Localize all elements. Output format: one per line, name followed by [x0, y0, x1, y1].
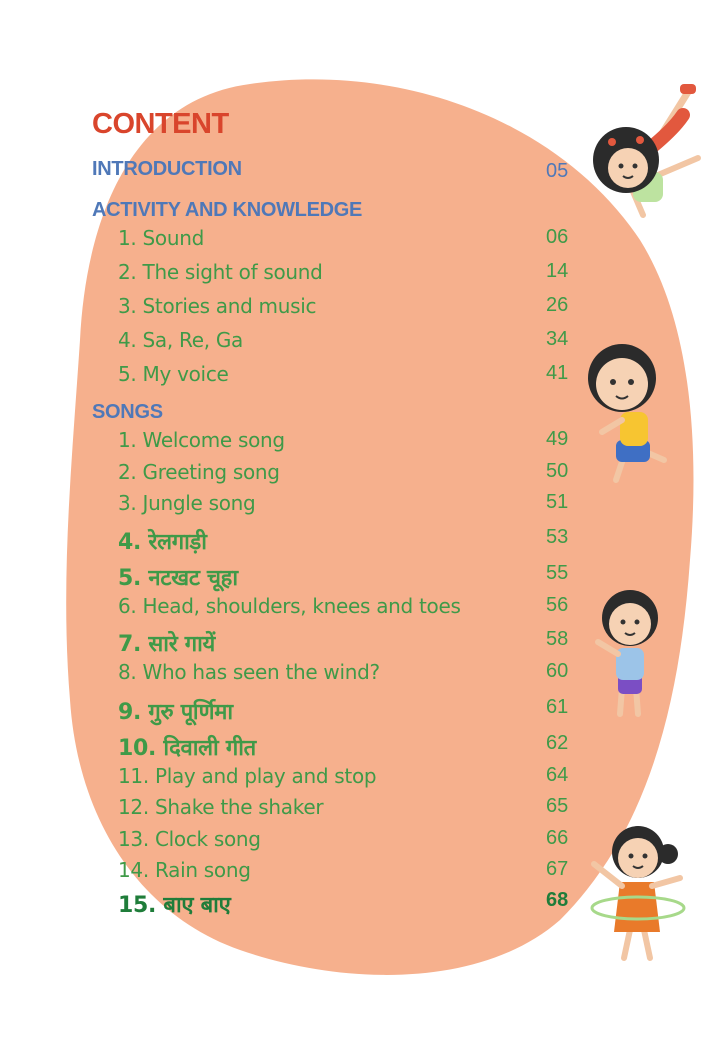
songs-entry-label: 3. Jungle song — [118, 491, 256, 515]
songs-entry-label: 13. Clock song — [118, 827, 261, 851]
activity-entry — [0, 226, 720, 256]
activity-entry-page: 14 — [546, 260, 569, 282]
songs-entry-label: 14. Rain song — [118, 858, 251, 882]
introduction-heading: INTRODUCTION — [92, 158, 242, 180]
songs-entry-page: 68 — [546, 889, 569, 911]
page-title: CONTENT — [92, 108, 229, 140]
songs-entry — [0, 764, 720, 794]
songs-entry-page: 58 — [546, 628, 569, 650]
songs-entry-label: 11. Play and play and stop — [118, 764, 377, 788]
songs-entry-page: 66 — [546, 827, 569, 849]
songs-entry-label: 1. Welcome song — [118, 428, 285, 452]
songs-entry-label: 5. नटखट चूहा — [118, 566, 238, 591]
songs-entry-label: 8. Who has seen the wind? — [118, 660, 380, 684]
songs-entry-label: 12. Shake the shaker — [118, 795, 324, 819]
songs-entry-page: 64 — [546, 764, 569, 786]
activity-entry-page: 41 — [546, 362, 569, 384]
activity-entry-label: 2. The sight of sound — [118, 260, 323, 284]
songs-entry — [0, 491, 720, 521]
songs-entry-page: 55 — [546, 562, 569, 584]
activity-entry-page: 34 — [546, 328, 569, 350]
songs-entry — [0, 732, 720, 762]
activity-entry — [0, 260, 720, 290]
cartwheel-child-icon — [588, 80, 708, 230]
songs-entry-label: 6. Head, shoulders, knees and toes — [118, 594, 461, 618]
introduction-page: 05 — [546, 160, 569, 182]
activity-entry-label: 3. Stories and music — [118, 294, 317, 318]
songs-entry-page: 62 — [546, 732, 569, 754]
activity-entry — [0, 294, 720, 324]
songs-entry-label: 9. गुरु पूर्णिमा — [118, 700, 233, 725]
activity-entry-page: 06 — [546, 226, 569, 248]
hula-hoop-girl-icon — [588, 820, 688, 966]
songs-entry-label: 10. दिवाली गीत — [118, 736, 256, 761]
activity-entry-label: 4. Sa, Re, Ga — [118, 328, 243, 352]
songs-entry-page: 56 — [546, 594, 569, 616]
songs-entry-label: 2. Greeting song — [118, 460, 280, 484]
activity-entry-page: 26 — [546, 294, 569, 316]
songs-entry-page: 53 — [546, 526, 569, 548]
songs-entry-page: 65 — [546, 795, 569, 817]
activity-heading: ACTIVITY AND KNOWLEDGE — [92, 199, 363, 221]
activity-entry-label: 5. My voice — [118, 362, 229, 386]
songs-entry-label: 4. रेलगाड़ी — [118, 530, 207, 555]
songs-entry-page: 51 — [546, 491, 569, 513]
songs-entry-label: 7. सारे गायें — [118, 632, 215, 657]
songs-entry-page: 49 — [546, 428, 569, 450]
activity-entry-label: 1. Sound — [118, 226, 205, 250]
songs-heading: SONGS — [92, 401, 163, 423]
songs-entry-label: 15. बाए बाए — [118, 893, 231, 918]
songs-entry-page: 50 — [546, 460, 569, 482]
waving-boy-icon — [592, 588, 668, 720]
running-boy-icon — [586, 340, 682, 490]
songs-entry-page: 60 — [546, 660, 569, 682]
songs-entry-page: 61 — [546, 696, 569, 718]
songs-entry — [0, 526, 720, 556]
songs-entry-page: 67 — [546, 858, 569, 880]
